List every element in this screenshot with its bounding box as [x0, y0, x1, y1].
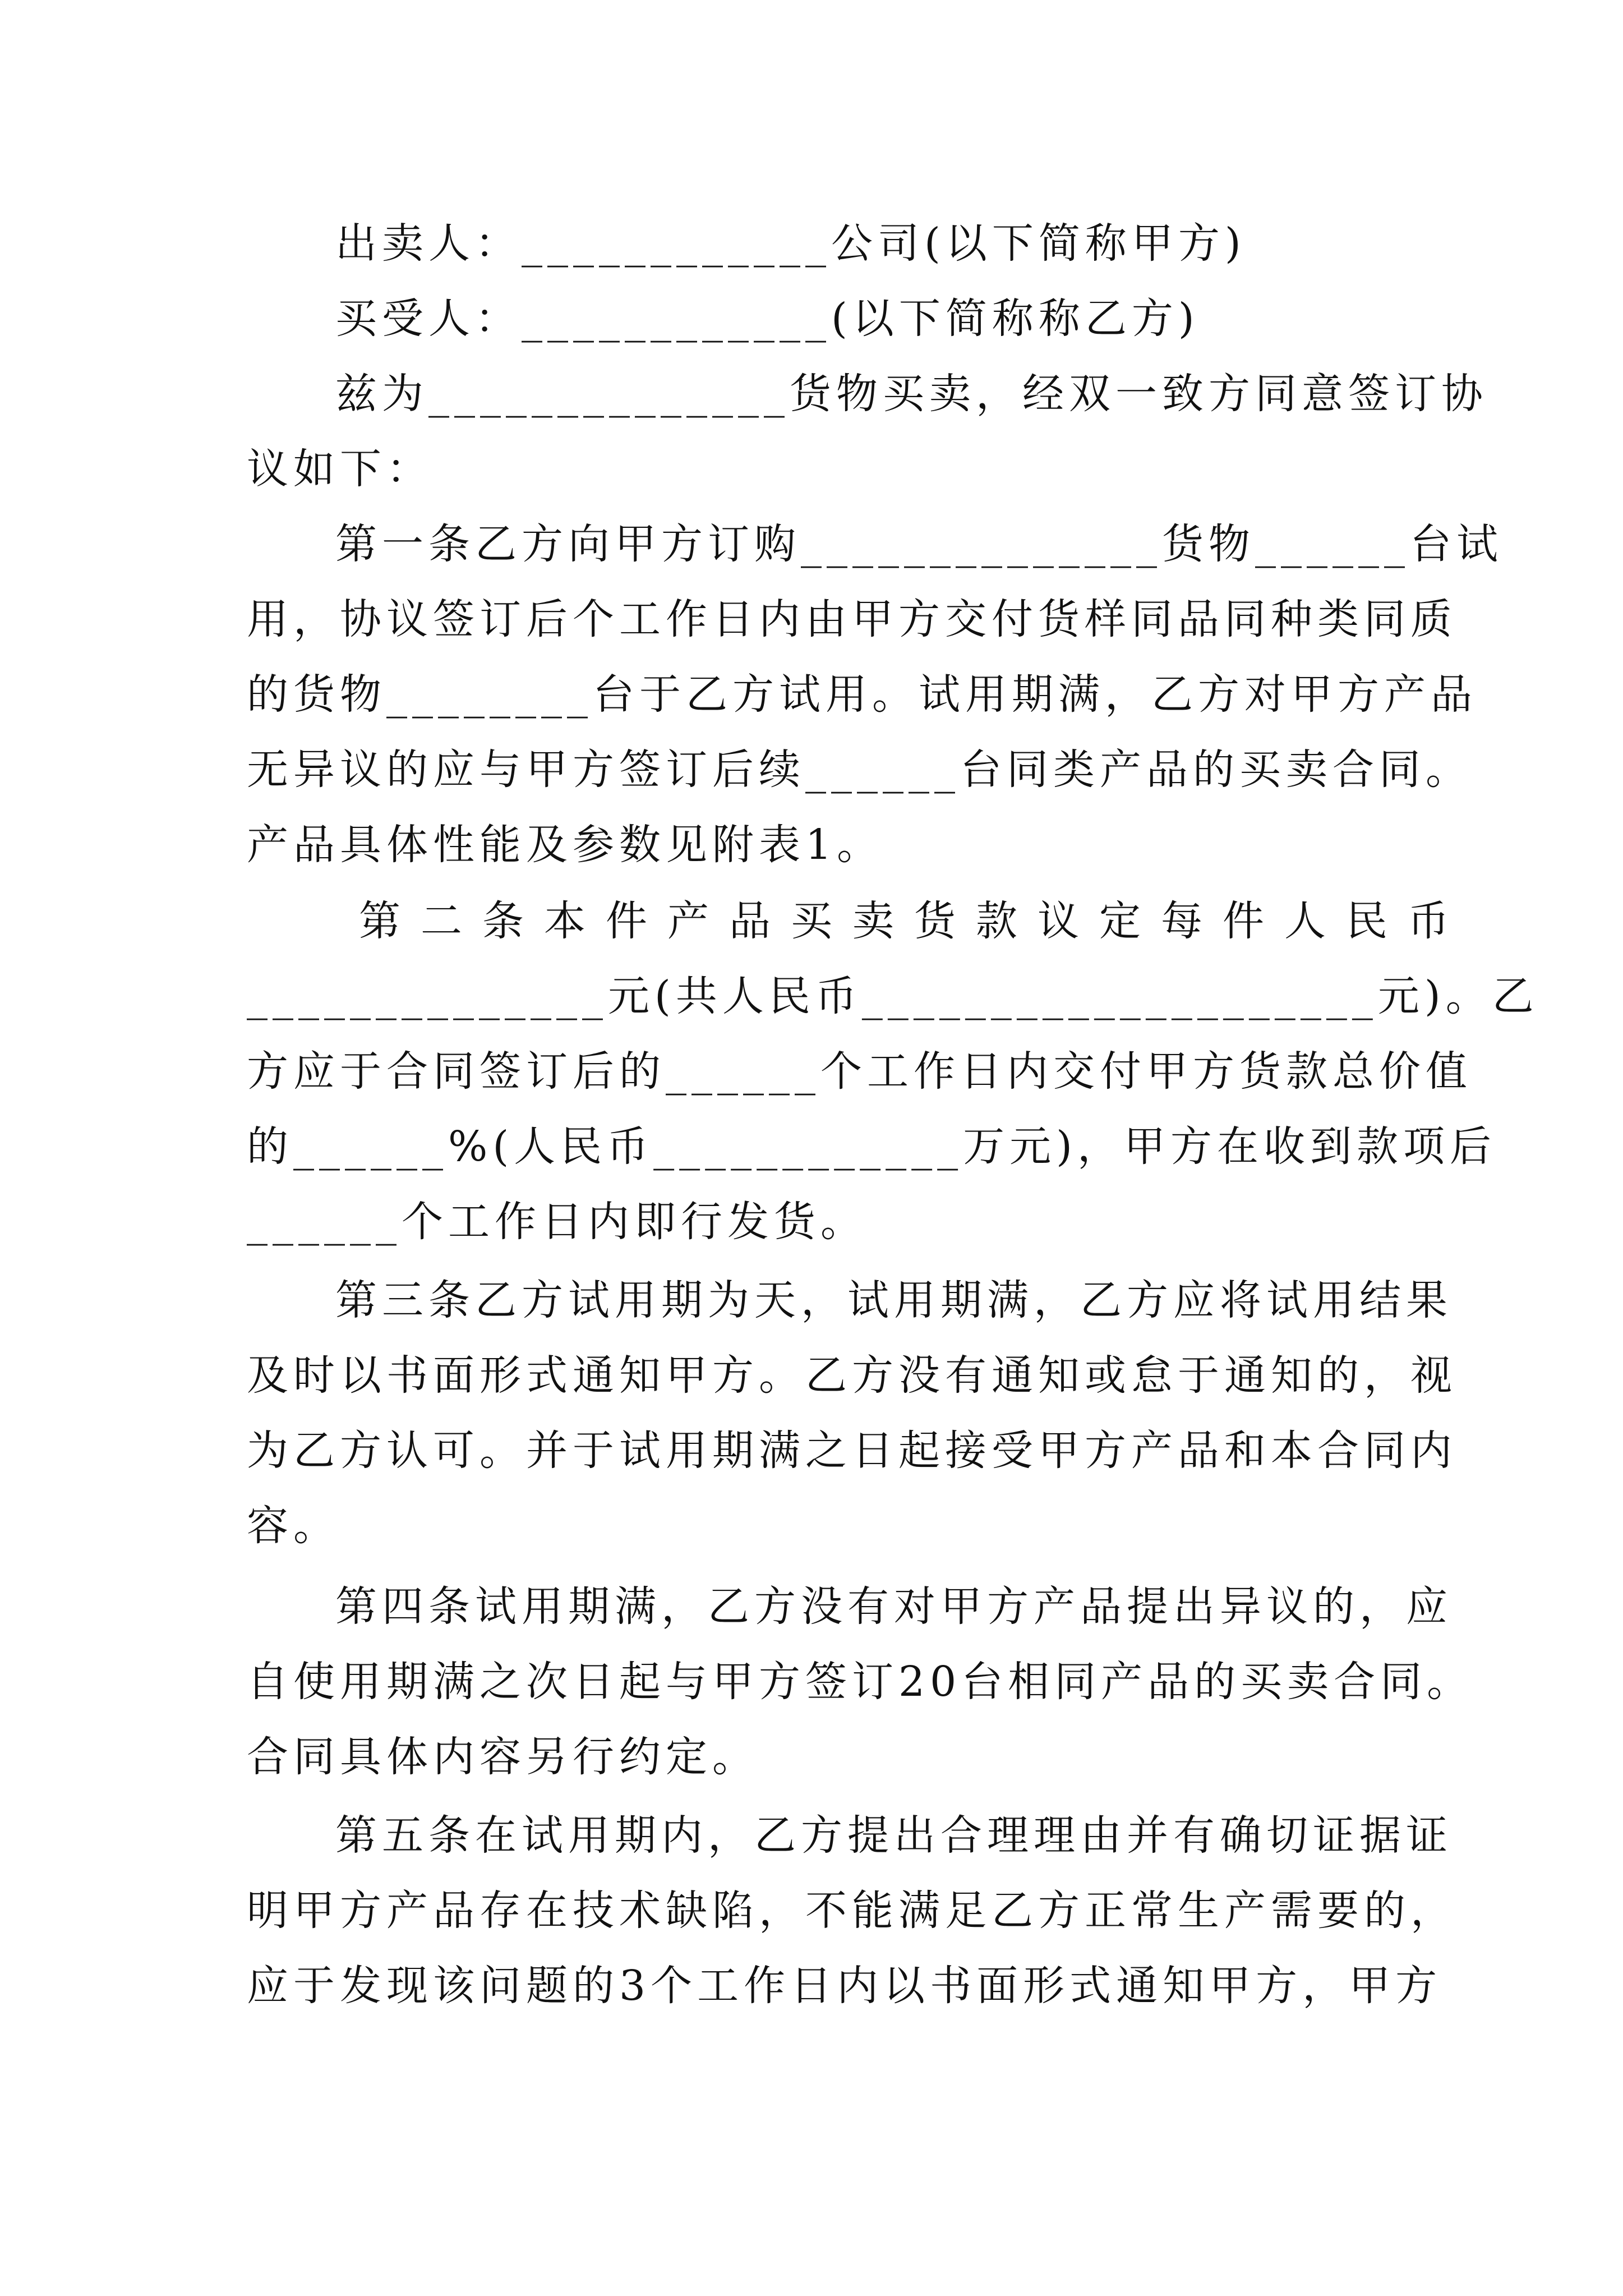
- article-4-line-1: 第四条试用期满，乙方没有对甲方产品提出异议的，应: [335, 1582, 1453, 1631]
- article-1-line-3: 的货物________台于乙方试用。试用期满，乙方对甲方产品: [247, 670, 1477, 719]
- preamble-line-1: 兹为______________货物买卖，经双一致方同意签订协: [335, 370, 1488, 418]
- article-3-line-2: 及时以书面形式通知甲方。乙方没有通知或怠于通知的，视: [247, 1351, 1457, 1400]
- article-4-line-3: 合同具体内容另行约定。: [247, 1733, 759, 1781]
- article-3-line-1: 第三条乙方试用期为天，试用期满，乙方应将试用结果: [335, 1276, 1453, 1324]
- article-4-line-2: 自使用期满之次日起与甲方签订20台相同产品的买卖合同。: [247, 1658, 1474, 1706]
- buyer-line: 买受人：____________(以下简称称乙方): [335, 295, 1200, 343]
- article-1-line-1: 第一条乙方向甲方订购______________货物______台试: [335, 520, 1503, 568]
- article-2-line-3: 方应于合同签订后的______个工作日内交付甲方货款总价值: [247, 1047, 1472, 1096]
- article-5-line-3: 应于发现该问题的3个工作日内以书面形式通知甲方，甲方: [247, 1962, 1442, 2010]
- article-2-line-1: 第二条本件产品买卖货款议定每件人民币: [359, 897, 1469, 945]
- article-3-line-4: 容。: [247, 1502, 340, 1550]
- article-2-line-5: ______个工作日内即行发货。: [247, 1198, 867, 1246]
- article-3-line-3: 为乙方认可。并于试用期满之日起接受甲方产品和本合同内: [247, 1427, 1457, 1475]
- preamble-line-2: 议如下：: [247, 445, 433, 493]
- article-1-line-5: 产品具体性能及参数见附表1。: [247, 821, 884, 869]
- article-1-line-4: 无异议的应与甲方签订后续______台同类产品的买卖合同。: [247, 746, 1472, 794]
- article-2-line-4: 的______%(人民币____________万元)，甲方在收到款项后: [247, 1122, 1497, 1171]
- article-2-line-2: ______________元(共人民币____________________元)。乙: [247, 972, 1539, 1020]
- article-5-line-1: 第五条在试用期内，乙方提出合理理由并有确切证据证: [335, 1811, 1453, 1860]
- article-5-line-2: 明甲方产品存在技术缺陷，不能满足乙方正常生产需要的，: [247, 1887, 1457, 1935]
- seller-line: 出卖人：____________公司(以下简称甲方): [335, 219, 1246, 268]
- article-1-line-2: 用，协议签订后个工作日内由甲方交付货样同品同种类同质: [247, 595, 1457, 643]
